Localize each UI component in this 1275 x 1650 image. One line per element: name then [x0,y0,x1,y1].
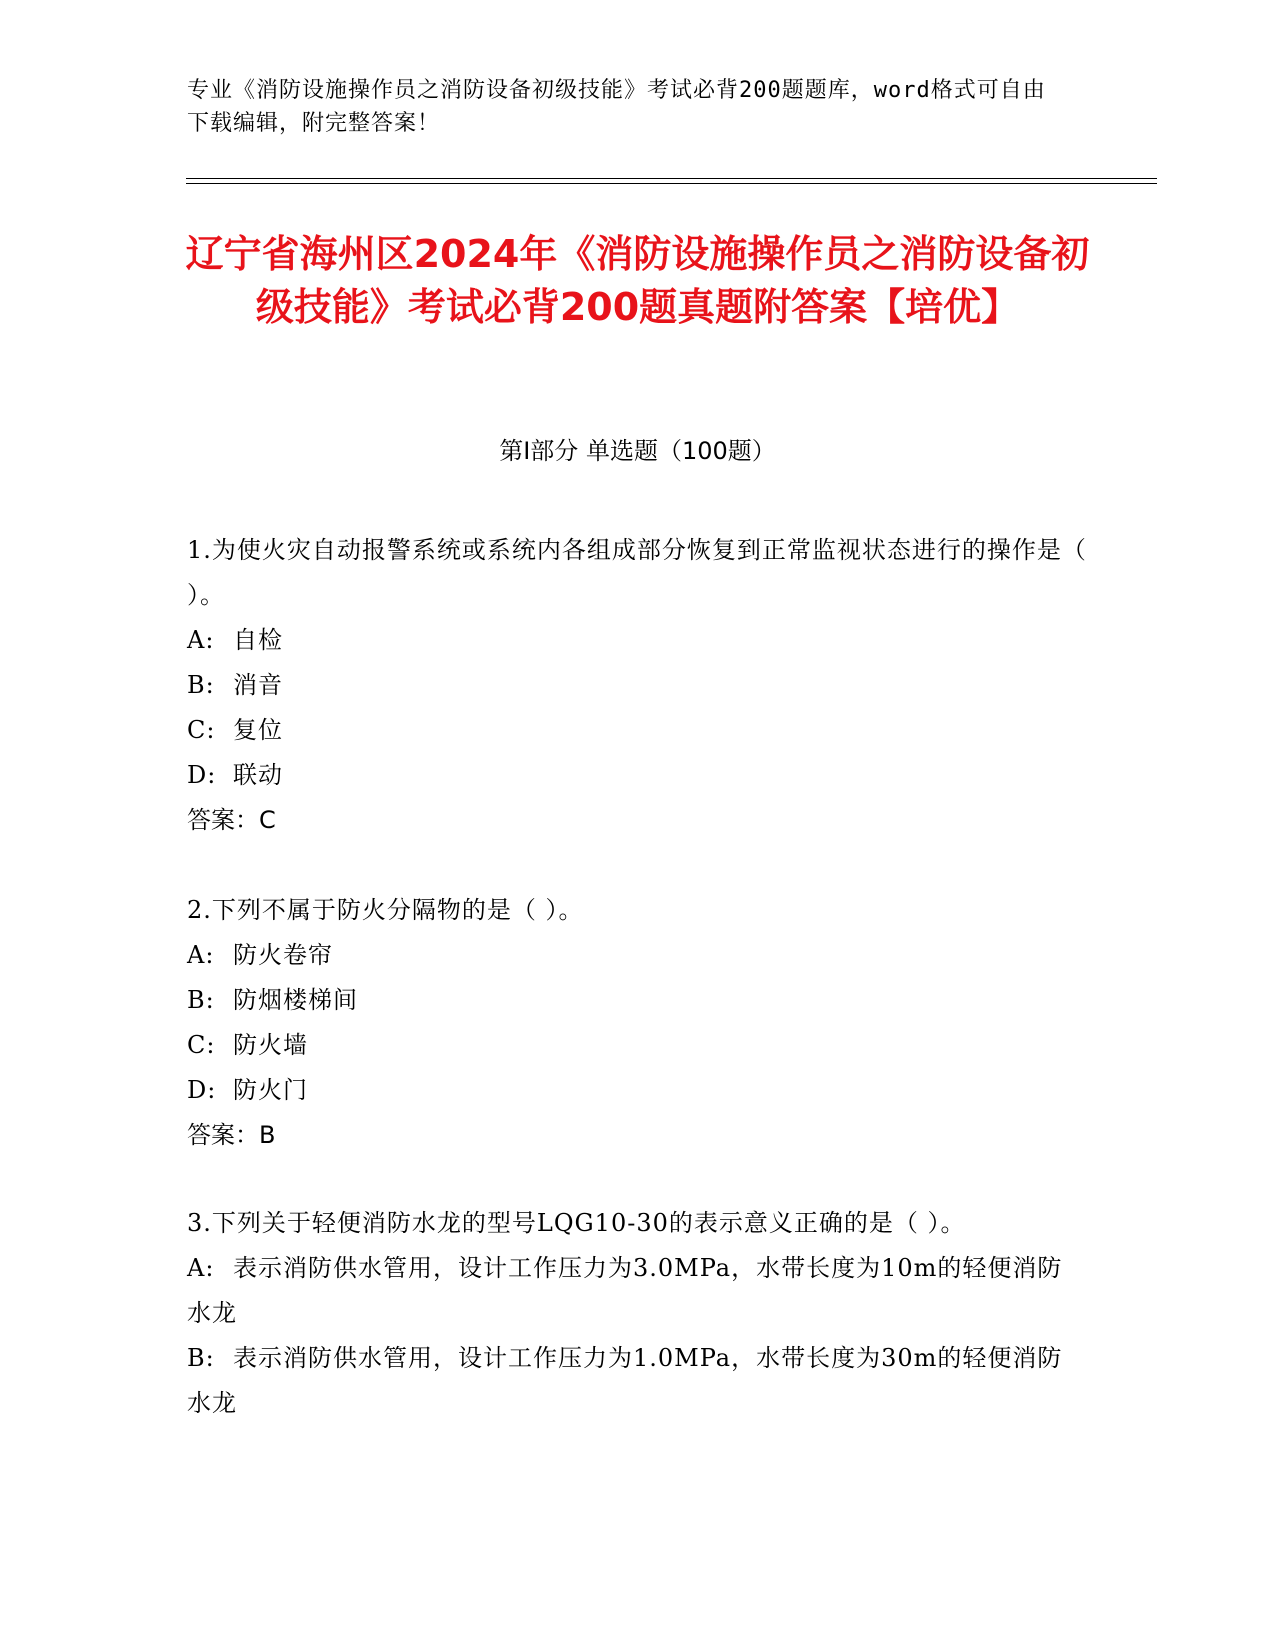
option-a [187,933,1087,978]
header-note: 专业《消防设施操作员之消防设备初级技能》考试必背200题题库，word格式可自由下载编辑，附完整答案！ [187,78,1046,136]
question-stem: 2.下列不属于防火分隔物的是（ ）。 [187,896,584,924]
page-title: 辽宁省海州区2024年《消防设施操作员之消防设备初级技能》考试必背200题真题附答案【培优】 [185,232,1090,329]
option-key: A: [187,1254,215,1282]
question-1 [187,528,1087,843]
option-d [187,753,1087,798]
question-stem: 3.下列关于轻便消防水龙的型号LQG10-30的表示意义正确的是（ ）。 [187,1209,966,1237]
option-b [187,978,1087,1023]
option-key: C: [187,716,216,744]
option-b [187,663,1087,708]
question-2 [187,888,1087,1158]
section-title: 第I部分 单选题（100题） [499,437,776,465]
option-text: 防烟楼梯间 [233,986,358,1014]
answer-label: 答案： [187,806,259,834]
option-text: 消音 [233,671,283,699]
option-key: D: [187,761,217,789]
answer-line [187,798,1087,843]
answer-value: C [259,806,276,834]
answer-value: B [259,1121,276,1149]
option-key: B: [187,671,215,699]
option-text: 复位 [233,716,283,744]
option-key: B: [187,1344,215,1372]
option-d [187,1068,1087,1113]
answer-label: 答案： [187,1121,259,1149]
answer-line [187,1113,1087,1158]
option-a [187,1246,1087,1336]
header-divider-top [186,178,1157,179]
option-text: 表示消防供水管用，设计工作压力为3.0MPa，水带长度为10m的轻便消防水龙 [187,1254,1063,1327]
header-divider-bottom [186,183,1157,184]
option-text: 自检 [233,626,283,654]
option-key: A: [187,626,215,654]
option-key: D: [187,1076,217,1104]
option-key: C: [187,1031,216,1059]
option-b [187,1336,1087,1426]
option-text: 防火卷帘 [233,941,333,969]
option-text: 联动 [233,761,283,789]
option-c [187,708,1087,753]
option-text: 表示消防供水管用，设计工作压力为1.0MPa，水带长度为30m的轻便消防水龙 [187,1344,1063,1417]
question-stem: 1.为使火灾自动报警系统或系统内各组成部分恢复到正常监视状态进行的操作是（ ）。 [187,536,1087,609]
question-3 [187,1201,1087,1426]
option-c [187,1023,1087,1068]
option-text: 防火墙 [233,1031,308,1059]
option-key: B: [187,986,215,1014]
option-text: 防火门 [233,1076,308,1104]
option-key: A: [187,941,215,969]
option-a [187,618,1087,663]
